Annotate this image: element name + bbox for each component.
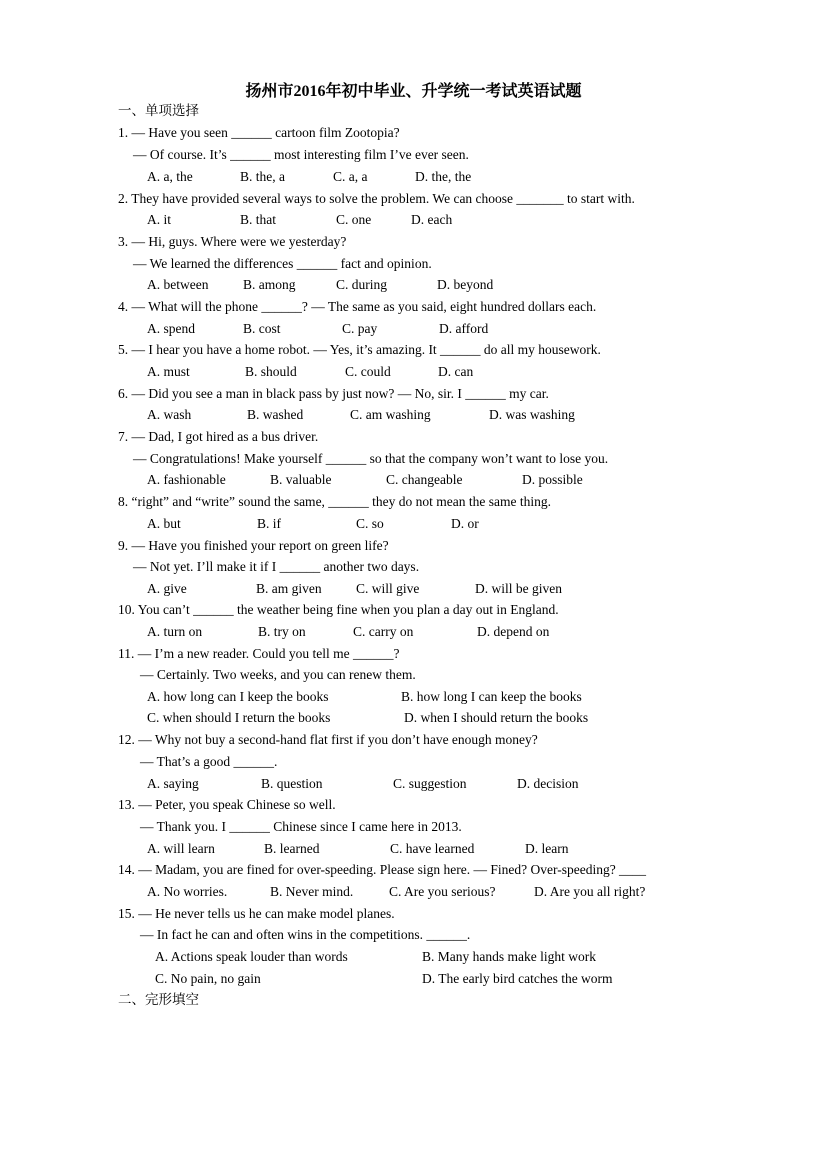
- q13-reply: — Thank you. I ______ Chinese since I came here in 2013.: [140, 819, 462, 834]
- q5-option-d: D. can: [438, 364, 474, 379]
- q12-option-d: D. decision: [517, 776, 579, 791]
- q8-option-d: D. or: [451, 516, 479, 531]
- q5-option-a: A. must: [147, 364, 190, 379]
- q7-reply: — Congratulations! Make yourself ______ so that the company won’t want to lose you.: [133, 451, 609, 466]
- q11-option-c: C. when should I return the books: [147, 710, 331, 725]
- q3-option-c: C. during: [336, 277, 388, 292]
- q14-option-a: A. No worries.: [147, 884, 228, 899]
- q5-option-b: B. should: [245, 364, 297, 379]
- q14-option-b: B. Never mind.: [270, 884, 354, 899]
- q10-stem: 10. You can’t ______ the weather being fine when you plan a day out in England.: [118, 602, 559, 617]
- q7-option-b: B. valuable: [270, 472, 332, 487]
- q11-option-d: D. when I should return the books: [404, 710, 589, 725]
- q7-option-a: A. fashionable: [147, 472, 226, 487]
- q13-option-a: A. will learn: [147, 841, 215, 856]
- q15-option-a: A. Actions speak louder than words: [155, 949, 348, 964]
- q10-option-d: D. depend on: [477, 624, 550, 639]
- section-heading-cloze: 二、完形填空: [118, 992, 199, 1007]
- q10-option-a: A. turn on: [147, 624, 203, 639]
- q12-reply: — That’s a good ______.: [140, 754, 278, 769]
- q9-option-a: A. give: [147, 581, 187, 596]
- q15-stem: 15. — He never tells us he can make model planes.: [118, 906, 395, 921]
- q2-option-d: D. each: [411, 212, 453, 227]
- q9-stem: 9. — Have you finished your report on green life?: [118, 538, 389, 553]
- q3-option-d: D. beyond: [437, 277, 494, 292]
- q13-stem: 13. — Peter, you speak Chinese so well.: [118, 797, 336, 812]
- q2-option-a: A. it: [147, 212, 172, 227]
- q10-option-c: C. carry on: [353, 624, 414, 639]
- q13-option-d: D. learn: [525, 841, 569, 856]
- q4-option-d: D. afford: [439, 321, 489, 336]
- q1-reply: — Of course. It’s ______ most interesting film I’ve ever seen.: [133, 147, 469, 162]
- q14-stem: 14. — Madam, you are fined for over-speeding. Please sign here. — Fined? Over-speeding? ____: [118, 862, 647, 877]
- q6-option-a: A. wash: [147, 407, 192, 422]
- q11-option-b: B. how long I can keep the books: [401, 689, 582, 704]
- q8-option-c: C. so: [356, 516, 384, 531]
- q10-option-b: B. try on: [258, 624, 306, 639]
- q8-stem: 8. “right” and “write” sound the same, ______ they do not mean the same thing.: [118, 494, 552, 509]
- q1-option-d: D. the, the: [415, 169, 472, 184]
- q5-stem: 5. — I hear you have a home robot. — Yes, it’s amazing. It ______ do all my housework.: [118, 342, 601, 357]
- q2-stem: 2. They have provided several ways to solve the problem. We can choose _______ to start with.: [118, 191, 635, 206]
- q1-option-a: A. a, the: [147, 169, 193, 184]
- q7-option-d: D. possible: [522, 472, 583, 487]
- q3-option-a: A. between: [147, 277, 209, 292]
- q2-option-b: B. that: [240, 212, 276, 227]
- q14-option-d: D. Are you all right?: [534, 884, 646, 899]
- q13-option-c: C. have learned: [390, 841, 475, 856]
- q9-option-b: B. am given: [256, 581, 322, 596]
- q12-option-b: B. question: [261, 776, 323, 791]
- q14-option-c: C. Are you serious?: [389, 884, 496, 899]
- q15-option-d: D. The early bird catches the worm: [422, 971, 613, 986]
- q9-option-c: C. will give: [356, 581, 420, 596]
- q6-option-c: C. am washing: [350, 407, 431, 422]
- q15-option-b: B. Many hands make light work: [422, 949, 596, 964]
- q12-option-c: C. suggestion: [393, 776, 467, 791]
- q9-option-d: D. will be given: [475, 581, 562, 596]
- q4-option-c: C. pay: [342, 321, 378, 336]
- q7-option-c: C. changeable: [386, 472, 463, 487]
- q6-option-d: D. was washing: [489, 407, 575, 422]
- q1-option-b: B. the, a: [240, 169, 285, 184]
- q8-option-a: A. but: [147, 516, 181, 531]
- q2-option-c: C. one: [336, 212, 372, 227]
- q7-stem: 7. — Dad, I got hired as a bus driver.: [118, 429, 319, 444]
- q4-stem: 4. — What will the phone ______? — The same as you said, eight hundred dollars each.: [118, 299, 597, 314]
- q11-reply: — Certainly. Two weeks, and you can renew them.: [140, 667, 416, 682]
- q12-stem: 12. — Why not buy a second-hand flat first if you don’t have enough money?: [118, 732, 538, 747]
- q15-option-c: C. No pain, no gain: [155, 971, 261, 986]
- q3-stem: 3. — Hi, guys. Where were we yesterday?: [118, 234, 347, 249]
- q8-option-b: B. if: [257, 516, 282, 531]
- q11-option-a: A. how long can I keep the books: [147, 689, 329, 704]
- section-heading-single-choice: 一、单项选择: [118, 103, 199, 118]
- page-title: 扬州市2016年初中毕业、升学统一考试英语试题: [245, 83, 582, 100]
- q15-reply: — In fact he can and often wins in the competitions. ______.: [140, 927, 471, 942]
- q11-stem: 11. — I’m a new reader. Could you tell me ______?: [118, 646, 400, 661]
- q12-option-a: A. saying: [147, 776, 199, 791]
- q9-reply: — Not yet. I’ll make it if I ______ another two days.: [133, 559, 420, 574]
- q13-option-b: B. learned: [264, 841, 320, 856]
- q6-stem: 6. — Did you see a man in black pass by just now? — No, sir. I ______ my car.: [118, 386, 549, 401]
- q5-option-c: C. could: [345, 364, 391, 379]
- q3-reply: — We learned the differences ______ fact and opinion.: [133, 256, 432, 271]
- q6-option-b: B. washed: [247, 407, 304, 422]
- q3-option-b: B. among: [243, 277, 296, 292]
- q4-option-b: B. cost: [243, 321, 281, 336]
- q1-option-c: C. a, a: [333, 169, 368, 184]
- q4-option-a: A. spend: [147, 321, 195, 336]
- q1-stem: 1. — Have you seen ______ cartoon film Zootopia?: [118, 125, 400, 140]
